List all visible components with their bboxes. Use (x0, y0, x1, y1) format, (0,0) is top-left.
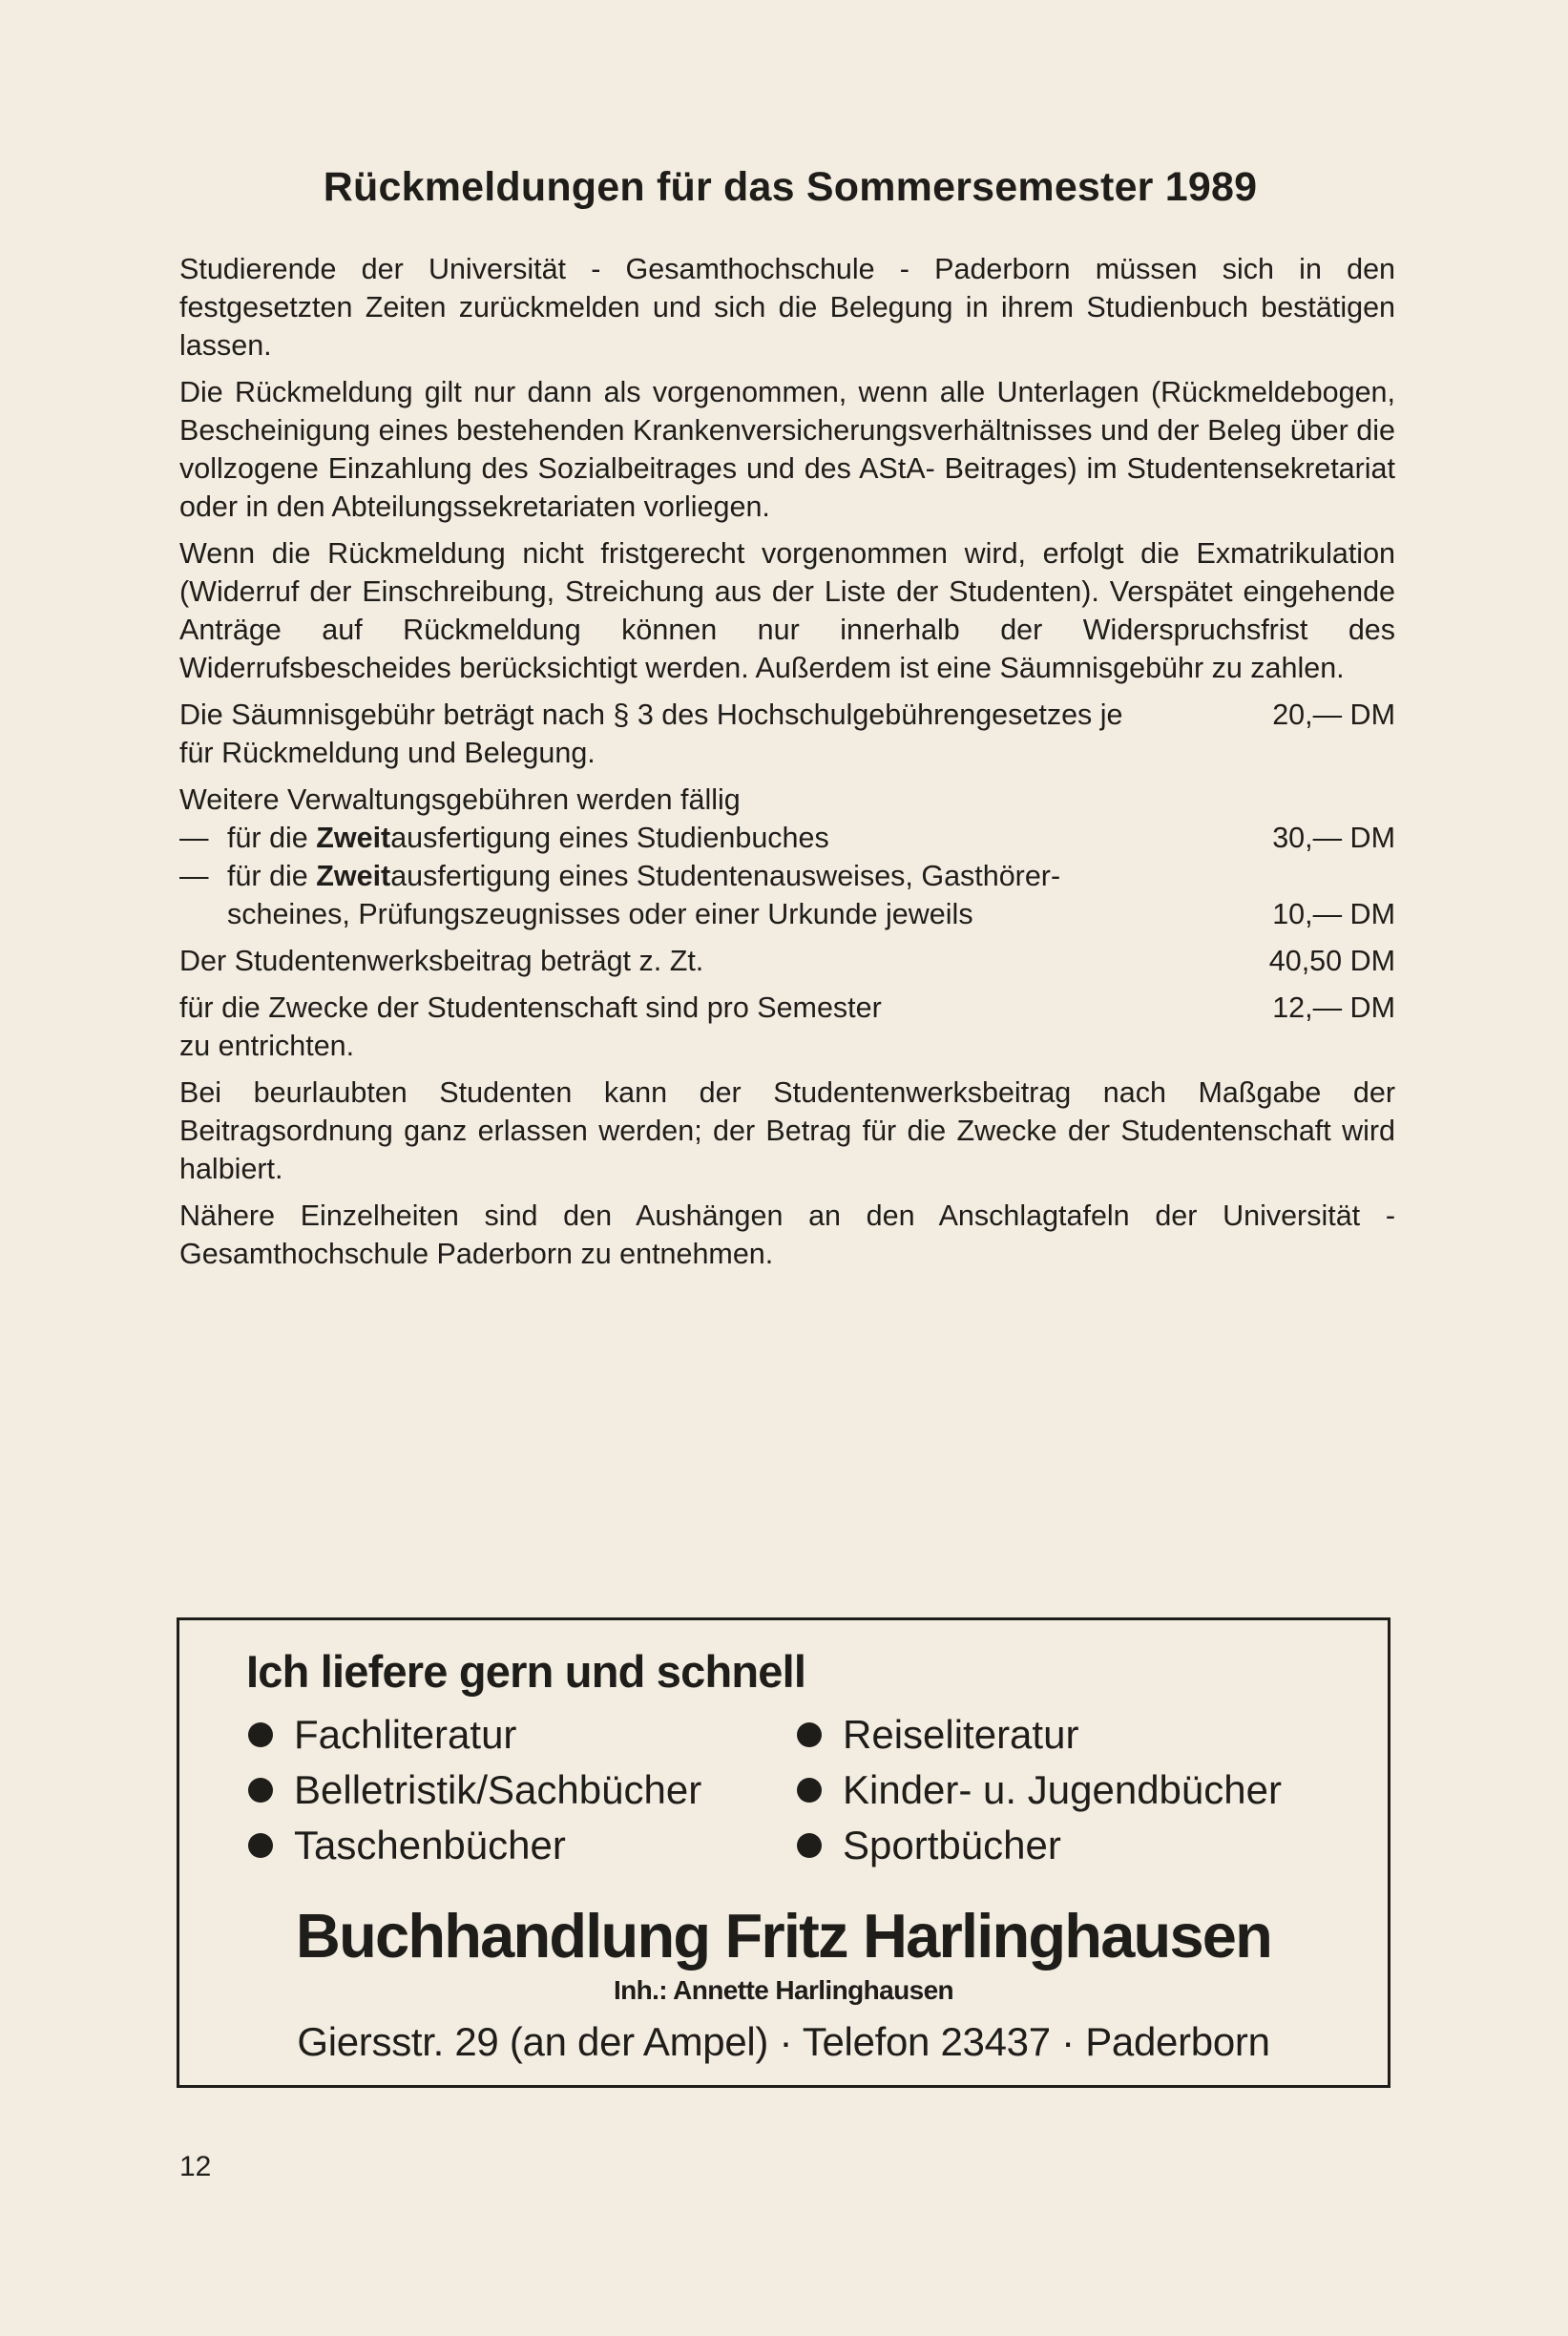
fee-item-studienbuch (179, 819, 1395, 857)
bullet-icon (797, 1833, 822, 1858)
studentenwerk-amount: 40,50 DM (1268, 945, 1395, 977)
ad-category-item (248, 1764, 797, 1816)
bullet-icon (248, 1833, 273, 1858)
fee-item-prefix: für die (227, 822, 317, 854)
late-fee-block (179, 696, 1395, 772)
ad-category-label: Reiseliteratur (843, 1712, 1079, 1757)
bullet-icon (797, 1778, 822, 1803)
body-text (179, 250, 1395, 1282)
ad-book-categories (248, 1709, 1336, 1871)
paragraph-requirements: Die Rückmeldung gilt nur dann als vorgenommen, wenn alle Unterlagen (Rückmeldebogen, Bescheinigung eines bestehenden Krankenversicherungsverhältnisses und der Beleg über die vollzogene Einzahlung des Sozialbeitrages und des AStA- Beitrages) im Studentensekretariat oder in den Abteilungssekretariaten vorliegen. (179, 376, 1395, 523)
late-fee-amount: 20,— DM (1272, 699, 1395, 731)
ad-category-label: Belletristik/Sachbücher (294, 1767, 702, 1812)
dash-mark: — (179, 822, 209, 854)
fee-item-text: ausfertigung eines Studentenausweises, Gasthörer- (390, 860, 1061, 892)
ad-category-item (248, 1709, 797, 1761)
studentenwerk-label: Der Studentenwerksbeitrag beträgt z. Zt. (179, 945, 704, 977)
late-fee-row (179, 696, 1395, 734)
bullet-icon (797, 1722, 822, 1747)
page-number: 12 (179, 2151, 212, 2182)
studentenschaft-amount: 12,— DM (1272, 991, 1395, 1024)
late-fee-line2: für Rückmeldung und Belegung. (179, 737, 596, 769)
bullet-icon (248, 1722, 273, 1747)
ad-category-label: Fachliteratur (294, 1712, 517, 1757)
admin-fees-intro: Weitere Verwaltungsgebühren werden fällig (179, 783, 741, 816)
studentenschaft-row (179, 989, 1395, 1027)
studentenschaft-label: für die Zwecke der Studentenschaft sind pro Semester (179, 991, 882, 1024)
ad-owner: Inh.: Annette Harlinghausen (613, 1975, 954, 2005)
fee-item-ausweis-line2 (179, 895, 1395, 933)
fee-amount-ausweis: 10,— DM (1272, 898, 1395, 930)
paragraph-exmatriculation: Wenn die Rückmeldung nicht fristgerecht vorgenommen wird, erfolgt die Exmatrikulation (Widerruf der Einschreibung, Streichung aus der Liste der Studenten). Verspätet eingehende Anträge auf Rückmeldung können nur innerhalb der Widerspruchsfrist des Widerrufsbescheides berücksichtigt werden. Außerdem ist eine Säumnisgebühr zu zahlen. (179, 537, 1395, 684)
dash-mark: — (179, 860, 209, 892)
paragraph-details: Nähere Einzelheiten sind den Aushängen an den Anschlagtafeln der Universität - Gesamthochschule Paderborn zu entnehmen. (179, 1199, 1395, 1270)
ad-category-item (248, 1820, 797, 1871)
studentenwerk-row (179, 942, 1395, 980)
fee-item-text: scheines, Prüfungszeugnisses oder einer Urkunde jeweils (227, 898, 973, 930)
ad-category-label: Kinder- u. Jugendbücher (843, 1767, 1282, 1812)
fee-item-text: ausfertigung eines Studienbuches (390, 822, 829, 854)
studentenschaft-line2: zu entrichten. (179, 1030, 355, 1062)
ad-address: Giersstr. 29 (an der Ampel) · Telefon 23437 · Paderborn (297, 2019, 1270, 2064)
page-title: Rückmeldungen für das Sommersemester 1989 (323, 164, 1258, 210)
ad-category-item (797, 1764, 1336, 1816)
paragraph-leave: Bei beurlaubten Studenten kann der Studentenwerksbeitrag nach Maßgabe der Beitragsordnung ganz erlassen werden; der Betrag für die Zwecke der Studentenschaft wird halbiert. (179, 1076, 1395, 1185)
admin-fees-block (179, 781, 1395, 933)
ad-category-label: Taschenbücher (294, 1823, 566, 1867)
ad-category-item (797, 1709, 1336, 1761)
ad-shop-name: Buchhandlung Fritz Harlinghausen (295, 1901, 1272, 1971)
bullet-icon (248, 1778, 273, 1803)
paragraph-intro: Studierende der Universität - Gesamthochschule - Paderborn müssen sich in den festgesetzten Zeiten zurückmelden und sich die Belegung in ihrem Studienbuch bestätigen lassen. (179, 253, 1395, 362)
ad-category-label: Sportbücher (843, 1823, 1061, 1867)
ad-headline: Ich liefere gern und schnell (246, 1646, 806, 1697)
studentenschaft-block (179, 989, 1395, 1065)
late-fee-label: Die Säumnisgebühr beträgt nach § 3 des Hochschulgebührengesetzes je (179, 699, 1123, 731)
fee-amount-studienbuch: 30,— DM (1272, 822, 1395, 854)
ad-category-item (797, 1820, 1336, 1871)
fee-item-bold: Zweit (316, 822, 391, 854)
fee-item-bold: Zweit (316, 860, 391, 892)
fee-item-prefix: für die (227, 860, 317, 892)
bookshop-advertisement (177, 1617, 1390, 2088)
fee-item-ausweis (179, 857, 1395, 895)
